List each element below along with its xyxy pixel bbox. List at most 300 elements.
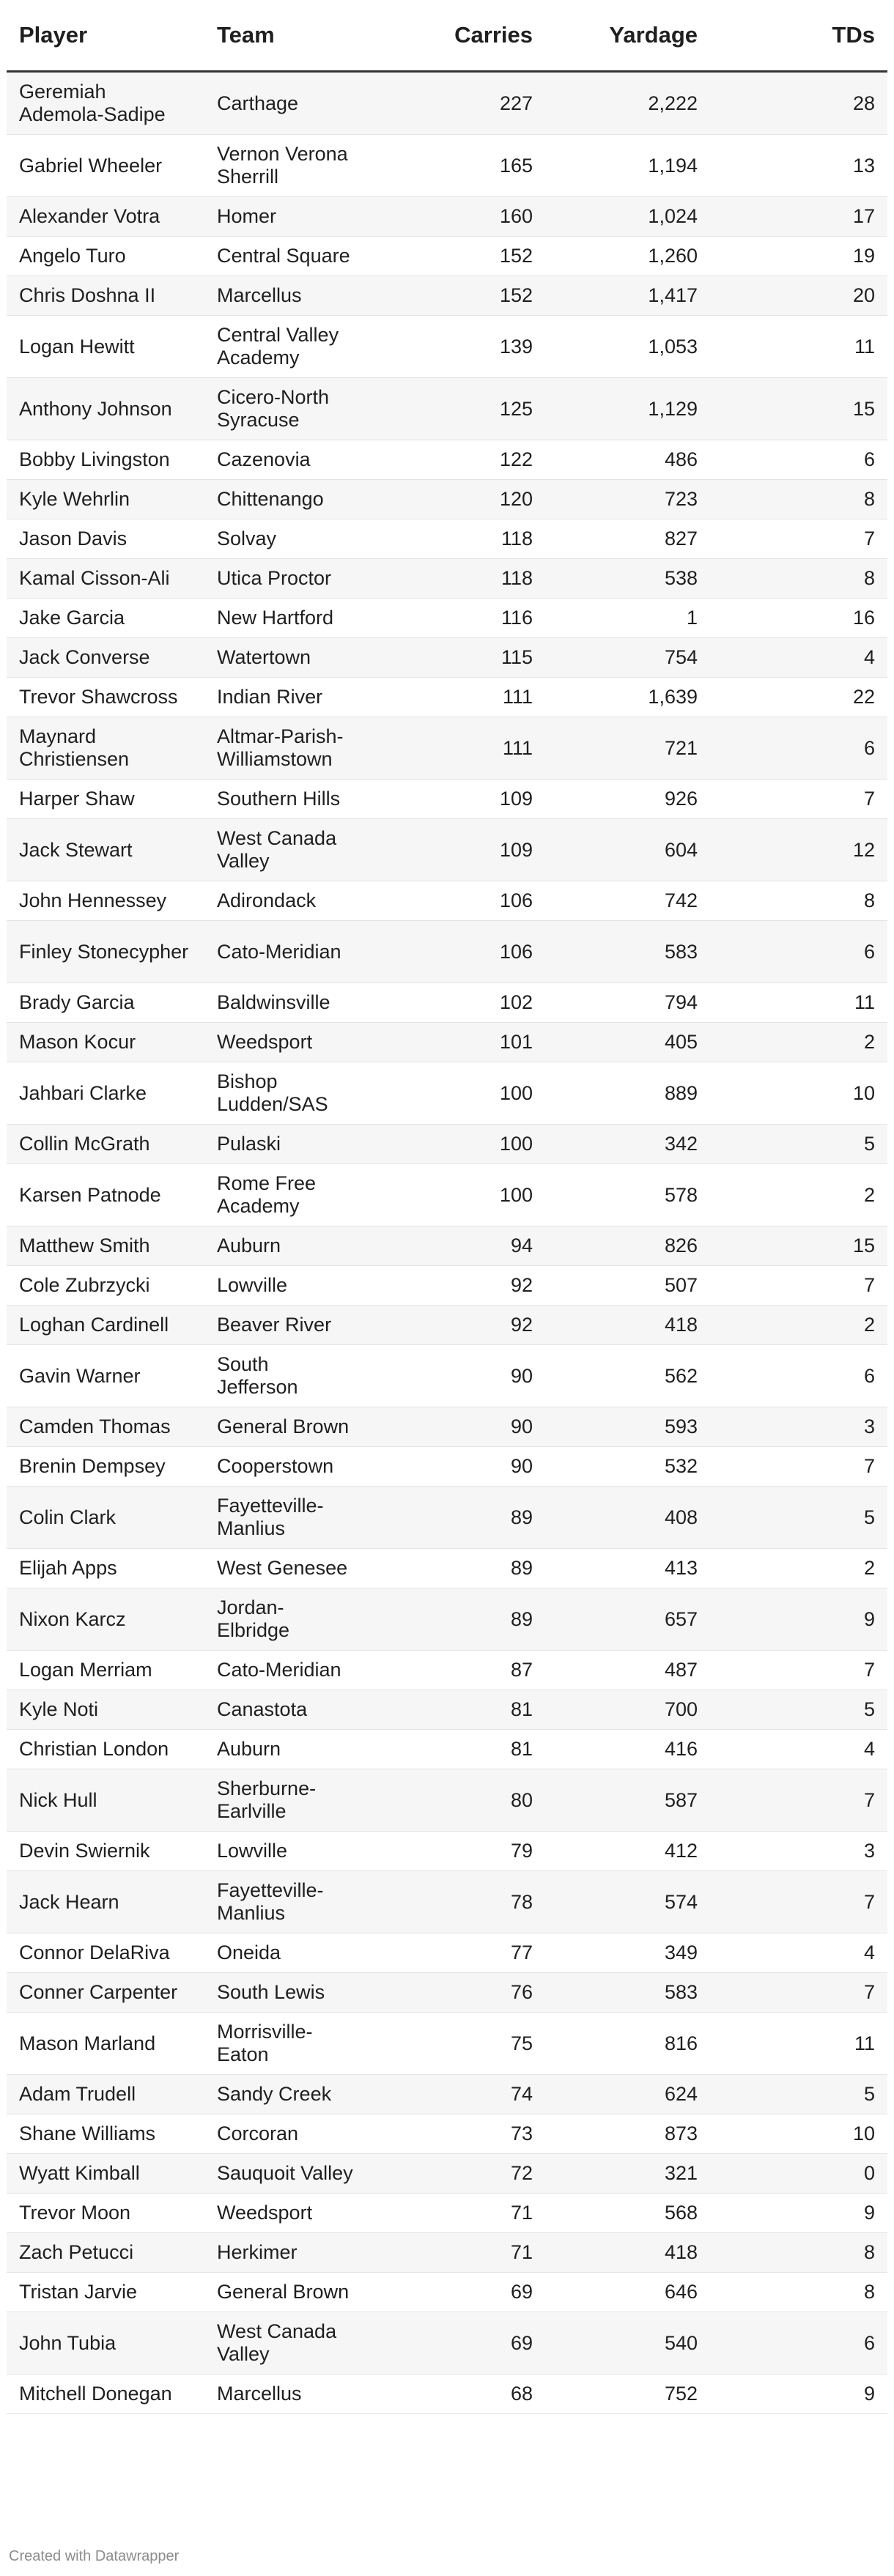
cell-team: West Canada Valley xyxy=(204,819,366,881)
cell-tds: 9 xyxy=(710,2375,887,2414)
cell-carries: 102 xyxy=(366,983,545,1023)
datawrapper-credit[interactable]: Created with Datawrapper xyxy=(9,2548,180,2564)
cell-tds: 10 xyxy=(710,2114,887,2154)
cell-tds: 6 xyxy=(710,1345,887,1407)
cell-tds: 4 xyxy=(710,1730,887,1769)
table-row xyxy=(7,316,887,378)
cell-yardage: 587 xyxy=(545,1769,710,1832)
cell-player: Camden Thomas xyxy=(7,1407,204,1447)
cell-team: Cato-Meridian xyxy=(204,921,366,983)
cell-player: Shane Williams xyxy=(7,2114,204,2154)
cell-player: Brenin Dempsey xyxy=(7,1447,204,1487)
cell-yardage: 413 xyxy=(545,1549,710,1588)
cell-team: Cooperstown xyxy=(204,1447,366,1487)
table-row xyxy=(7,983,887,1023)
table-row xyxy=(7,1651,887,1690)
cell-player: Chris Doshna II xyxy=(7,276,204,316)
cell-team: Cato-Meridian xyxy=(204,1651,366,1690)
cell-team: Rome Free Academy xyxy=(204,1164,366,1226)
cell-team: West Canada Valley xyxy=(204,2312,366,2375)
cell-player: Harper Shaw xyxy=(7,780,204,819)
cell-carries: 90 xyxy=(366,1447,545,1487)
table-row xyxy=(7,519,887,559)
cell-yardage: 700 xyxy=(545,1690,710,1730)
header-yardage[interactable]: Yardage xyxy=(545,0,710,72)
cell-carries: 139 xyxy=(366,316,545,378)
cell-player: Gavin Warner xyxy=(7,1345,204,1407)
cell-carries: 227 xyxy=(366,72,545,135)
table-row xyxy=(7,2375,887,2414)
cell-tds: 7 xyxy=(710,519,887,559)
table-row xyxy=(7,1125,887,1164)
cell-carries: 72 xyxy=(366,2154,545,2194)
cell-yardage: 816 xyxy=(545,2013,710,2075)
cell-yardage: 405 xyxy=(545,1023,710,1062)
cell-carries: 79 xyxy=(366,1832,545,1871)
cell-team: Solvay xyxy=(204,519,366,559)
table-row xyxy=(7,1487,887,1549)
table-row xyxy=(7,2114,887,2154)
table-row xyxy=(7,1549,887,1588)
cell-team: Vernon Verona Sherrill xyxy=(204,135,366,197)
cell-team: Indian River xyxy=(204,678,366,717)
table-row xyxy=(7,480,887,519)
cell-yardage: 721 xyxy=(545,717,710,780)
cell-team: Sherburne-Earlville xyxy=(204,1769,366,1832)
rushing-stats-table xyxy=(7,0,887,2414)
cell-tds: 0 xyxy=(710,2154,887,2194)
cell-team: Central Valley Academy xyxy=(204,316,366,378)
cell-yardage: 624 xyxy=(545,2075,710,2114)
cell-carries: 120 xyxy=(366,480,545,519)
cell-yardage: 1,024 xyxy=(545,197,710,237)
cell-carries: 92 xyxy=(366,1266,545,1306)
table-row xyxy=(7,440,887,480)
cell-tds: 17 xyxy=(710,197,887,237)
cell-carries: 90 xyxy=(366,1407,545,1447)
cell-tds: 15 xyxy=(710,1226,887,1266)
cell-carries: 111 xyxy=(366,678,545,717)
cell-tds: 11 xyxy=(710,983,887,1023)
cell-carries: 77 xyxy=(366,1933,545,1973)
table-row xyxy=(7,881,887,921)
cell-team: Bishop Ludden/SAS xyxy=(204,1062,366,1125)
header-carries[interactable]: Carries xyxy=(366,0,545,72)
cell-team: Morrisville-Eaton xyxy=(204,2013,366,2075)
cell-tds: 4 xyxy=(710,638,887,678)
cell-player: Tristan Jarvie xyxy=(7,2273,204,2312)
table-row xyxy=(7,1769,887,1832)
cell-carries: 115 xyxy=(366,638,545,678)
table-row xyxy=(7,717,887,780)
cell-team: South Jefferson xyxy=(204,1345,366,1407)
cell-carries: 69 xyxy=(366,2273,545,2312)
cell-player: Conner Carpenter xyxy=(7,1973,204,2013)
cell-carries: 160 xyxy=(366,197,545,237)
table-row xyxy=(7,819,887,881)
cell-tds: 2 xyxy=(710,1023,887,1062)
cell-carries: 78 xyxy=(366,1871,545,1933)
cell-player: Trevor Shawcross xyxy=(7,678,204,717)
cell-team: Oneida xyxy=(204,1933,366,1973)
cell-tds: 6 xyxy=(710,440,887,480)
cell-carries: 111 xyxy=(366,717,545,780)
cell-player: Logan Merriam xyxy=(7,1651,204,1690)
cell-team: West Genesee xyxy=(204,1549,366,1588)
cell-tds: 10 xyxy=(710,1062,887,1125)
cell-carries: 118 xyxy=(366,519,545,559)
cell-player: Karsen Patnode xyxy=(7,1164,204,1226)
cell-yardage: 1,417 xyxy=(545,276,710,316)
table-row xyxy=(7,1933,887,1973)
cell-carries: 118 xyxy=(366,559,545,599)
cell-team: Beaver River xyxy=(204,1306,366,1345)
cell-player: John Hennessey xyxy=(7,881,204,921)
cell-tds: 22 xyxy=(710,678,887,717)
cell-carries: 106 xyxy=(366,881,545,921)
cell-team: General Brown xyxy=(204,1407,366,1447)
cell-yardage: 2,222 xyxy=(545,72,710,135)
cell-team: New Hartford xyxy=(204,599,366,638)
cell-yardage: 342 xyxy=(545,1125,710,1164)
cell-player: Geremiah Ademola-Sadipe xyxy=(7,72,204,135)
cell-tds: 16 xyxy=(710,599,887,638)
header-tds[interactable]: TDs xyxy=(710,0,887,72)
cell-tds: 11 xyxy=(710,2013,887,2075)
cell-tds: 11 xyxy=(710,316,887,378)
cell-yardage: 742 xyxy=(545,881,710,921)
cell-player: Angelo Turo xyxy=(7,237,204,276)
cell-team: Pulaski xyxy=(204,1125,366,1164)
cell-tds: 8 xyxy=(710,2233,887,2273)
cell-carries: 100 xyxy=(366,1125,545,1164)
cell-yardage: 583 xyxy=(545,1973,710,2013)
cell-team: Adirondack xyxy=(204,881,366,921)
cell-tds: 2 xyxy=(710,1549,887,1588)
table-row xyxy=(7,1730,887,1769)
cell-yardage: 604 xyxy=(545,819,710,881)
table-row xyxy=(7,2273,887,2312)
cell-team: Altmar-Parish-Williamstown xyxy=(204,717,366,780)
cell-team: Corcoran xyxy=(204,2114,366,2154)
cell-carries: 94 xyxy=(366,1226,545,1266)
cell-tds: 2 xyxy=(710,1164,887,1226)
cell-carries: 109 xyxy=(366,780,545,819)
cell-team: Baldwinsville xyxy=(204,983,366,1023)
cell-player: Gabriel Wheeler xyxy=(7,135,204,197)
cell-team: Auburn xyxy=(204,1226,366,1266)
cell-player: Matthew Smith xyxy=(7,1226,204,1266)
cell-player: Cole Zubrzycki xyxy=(7,1266,204,1306)
table-row xyxy=(7,197,887,237)
table-row xyxy=(7,638,887,678)
cell-tds: 3 xyxy=(710,1832,887,1871)
cell-player: Jack Hearn xyxy=(7,1871,204,1933)
cell-yardage: 574 xyxy=(545,1871,710,1933)
cell-player: Adam Trudell xyxy=(7,2075,204,2114)
cell-player: Kyle Wehrlin xyxy=(7,480,204,519)
table-row xyxy=(7,1306,887,1345)
cell-tds: 20 xyxy=(710,276,887,316)
cell-team: Sandy Creek xyxy=(204,2075,366,2114)
table-row xyxy=(7,378,887,440)
cell-tds: 3 xyxy=(710,1407,887,1447)
cell-yardage: 754 xyxy=(545,638,710,678)
table-header xyxy=(7,0,887,72)
table-row xyxy=(7,2312,887,2375)
table-row xyxy=(7,72,887,135)
cell-yardage: 827 xyxy=(545,519,710,559)
cell-yardage: 646 xyxy=(545,2273,710,2312)
cell-player: Jason Davis xyxy=(7,519,204,559)
table-row xyxy=(7,1345,887,1407)
table-row xyxy=(7,1226,887,1266)
cell-yardage: 416 xyxy=(545,1730,710,1769)
table-row xyxy=(7,1062,887,1125)
cell-player: Maynard Christiensen xyxy=(7,717,204,780)
cell-carries: 109 xyxy=(366,819,545,881)
table-row xyxy=(7,599,887,638)
cell-yardage: 889 xyxy=(545,1062,710,1125)
table-row xyxy=(7,1871,887,1933)
cell-player: Mason Marland xyxy=(7,2013,204,2075)
table-row xyxy=(7,135,887,197)
cell-tds: 6 xyxy=(710,2312,887,2375)
table-row xyxy=(7,1588,887,1651)
cell-player: Devin Swiernik xyxy=(7,1832,204,1871)
cell-yardage: 926 xyxy=(545,780,710,819)
cell-yardage: 408 xyxy=(545,1487,710,1549)
cell-carries: 81 xyxy=(366,1690,545,1730)
cell-carries: 76 xyxy=(366,1973,545,2013)
cell-tds: 19 xyxy=(710,237,887,276)
cell-player: Brady Garcia xyxy=(7,983,204,1023)
table-row xyxy=(7,1832,887,1871)
cell-tds: 9 xyxy=(710,1588,887,1651)
cell-team: Southern Hills xyxy=(204,780,366,819)
cell-yardage: 1,194 xyxy=(545,135,710,197)
cell-player: Zach Petucci xyxy=(7,2233,204,2273)
table-row xyxy=(7,1164,887,1226)
cell-tds: 5 xyxy=(710,1125,887,1164)
cell-yardage: 723 xyxy=(545,480,710,519)
cell-tds: 7 xyxy=(710,1769,887,1832)
cell-tds: 7 xyxy=(710,1973,887,2013)
cell-player: Jahbari Clarke xyxy=(7,1062,204,1125)
cell-carries: 87 xyxy=(366,1651,545,1690)
cell-yardage: 657 xyxy=(545,1588,710,1651)
cell-player: Nick Hull xyxy=(7,1769,204,1832)
table-body xyxy=(7,72,887,2414)
table-row xyxy=(7,1690,887,1730)
table-row xyxy=(7,2233,887,2273)
cell-tds: 12 xyxy=(710,819,887,881)
cell-carries: 116 xyxy=(366,599,545,638)
cell-player: Trevor Moon xyxy=(7,2194,204,2233)
cell-yardage: 1,260 xyxy=(545,237,710,276)
cell-yardage: 1,129 xyxy=(545,378,710,440)
cell-carries: 80 xyxy=(366,1769,545,1832)
cell-tds: 7 xyxy=(710,780,887,819)
cell-carries: 125 xyxy=(366,378,545,440)
cell-carries: 74 xyxy=(366,2075,545,2114)
cell-carries: 100 xyxy=(366,1164,545,1226)
cell-yardage: 873 xyxy=(545,2114,710,2154)
cell-yardage: 487 xyxy=(545,1651,710,1690)
table-row xyxy=(7,1266,887,1306)
cell-carries: 106 xyxy=(366,921,545,983)
cell-carries: 152 xyxy=(366,237,545,276)
header-team[interactable]: Team xyxy=(204,0,366,72)
table-row xyxy=(7,1023,887,1062)
header-player[interactable]: Player xyxy=(7,0,204,72)
cell-yardage: 1,053 xyxy=(545,316,710,378)
table-row xyxy=(7,2154,887,2194)
cell-yardage: 583 xyxy=(545,921,710,983)
cell-carries: 89 xyxy=(366,1487,545,1549)
cell-yardage: 1,639 xyxy=(545,678,710,717)
cell-tds: 2 xyxy=(710,1306,887,1345)
cell-player: Connor DelaRiva xyxy=(7,1933,204,1973)
cell-yardage: 418 xyxy=(545,2233,710,2273)
table-row xyxy=(7,276,887,316)
cell-yardage: 794 xyxy=(545,983,710,1023)
cell-yardage: 538 xyxy=(545,559,710,599)
cell-yardage: 321 xyxy=(545,2154,710,2194)
cell-team: Central Square xyxy=(204,237,366,276)
cell-team: General Brown xyxy=(204,2273,366,2312)
cell-carries: 68 xyxy=(366,2375,545,2414)
cell-carries: 152 xyxy=(366,276,545,316)
cell-yardage: 532 xyxy=(545,1447,710,1487)
cell-player: Nixon Karcz xyxy=(7,1588,204,1651)
table-row xyxy=(7,2075,887,2114)
cell-tds: 6 xyxy=(710,921,887,983)
cell-team: Auburn xyxy=(204,1730,366,1769)
cell-player: Collin McGrath xyxy=(7,1125,204,1164)
cell-player: Mason Kocur xyxy=(7,1023,204,1062)
cell-carries: 81 xyxy=(366,1730,545,1769)
cell-carries: 101 xyxy=(366,1023,545,1062)
cell-team: Weedsport xyxy=(204,1023,366,1062)
cell-carries: 122 xyxy=(366,440,545,480)
cell-yardage: 593 xyxy=(545,1407,710,1447)
cell-player: Jack Converse xyxy=(7,638,204,678)
cell-carries: 89 xyxy=(366,1588,545,1651)
cell-player: Elijah Apps xyxy=(7,1549,204,1588)
table-row xyxy=(7,237,887,276)
cell-player: Jack Stewart xyxy=(7,819,204,881)
cell-carries: 69 xyxy=(366,2312,545,2375)
table-row xyxy=(7,1407,887,1447)
table-row xyxy=(7,2013,887,2075)
cell-player: Loghan Cardinell xyxy=(7,1306,204,1345)
cell-team: Fayetteville-Manlius xyxy=(204,1871,366,1933)
cell-player: Wyatt Kimball xyxy=(7,2154,204,2194)
cell-tds: 6 xyxy=(710,717,887,780)
table-row xyxy=(7,2194,887,2233)
cell-team: Chittenango xyxy=(204,480,366,519)
cell-tds: 7 xyxy=(710,1447,887,1487)
cell-player: Colin Clark xyxy=(7,1487,204,1549)
cell-carries: 92 xyxy=(366,1306,545,1345)
cell-yardage: 826 xyxy=(545,1226,710,1266)
cell-carries: 90 xyxy=(366,1345,545,1407)
cell-carries: 71 xyxy=(366,2233,545,2273)
cell-team: Lowville xyxy=(204,1832,366,1871)
table-row xyxy=(7,559,887,599)
cell-carries: 89 xyxy=(366,1549,545,1588)
cell-tds: 13 xyxy=(710,135,887,197)
table-row xyxy=(7,780,887,819)
cell-tds: 7 xyxy=(710,1651,887,1690)
table-row xyxy=(7,1973,887,2013)
cell-player: Kamal Cisson-Ali xyxy=(7,559,204,599)
cell-tds: 15 xyxy=(710,378,887,440)
cell-team: Utica Proctor xyxy=(204,559,366,599)
table-row xyxy=(7,1447,887,1487)
cell-tds: 7 xyxy=(710,1266,887,1306)
cell-tds: 5 xyxy=(710,1487,887,1549)
cell-yardage: 562 xyxy=(545,1345,710,1407)
cell-yardage: 578 xyxy=(545,1164,710,1226)
cell-yardage: 507 xyxy=(545,1266,710,1306)
cell-team: Cazenovia xyxy=(204,440,366,480)
cell-team: South Lewis xyxy=(204,1973,366,2013)
cell-yardage: 418 xyxy=(545,1306,710,1345)
table-row xyxy=(7,678,887,717)
cell-player: Logan Hewitt xyxy=(7,316,204,378)
cell-yardage: 486 xyxy=(545,440,710,480)
cell-carries: 100 xyxy=(366,1062,545,1125)
cell-player: Christian London xyxy=(7,1730,204,1769)
stats-table-container xyxy=(7,0,887,2414)
cell-tds: 5 xyxy=(710,1690,887,1730)
cell-tds: 8 xyxy=(710,559,887,599)
cell-team: Herkimer xyxy=(204,2233,366,2273)
cell-team: Marcellus xyxy=(204,276,366,316)
cell-tds: 8 xyxy=(710,881,887,921)
cell-yardage: 568 xyxy=(545,2194,710,2233)
cell-player: Mitchell Donegan xyxy=(7,2375,204,2414)
cell-player: Anthony Johnson xyxy=(7,378,204,440)
cell-yardage: 1 xyxy=(545,599,710,638)
cell-player: Alexander Votra xyxy=(7,197,204,237)
cell-tds: 5 xyxy=(710,2075,887,2114)
cell-tds: 9 xyxy=(710,2194,887,2233)
cell-yardage: 752 xyxy=(545,2375,710,2414)
cell-player: Bobby Livingston xyxy=(7,440,204,480)
cell-player: Jake Garcia xyxy=(7,599,204,638)
cell-team: Carthage xyxy=(204,72,366,135)
cell-team: Lowville xyxy=(204,1266,366,1306)
cell-tds: 8 xyxy=(710,2273,887,2312)
cell-team: Fayetteville-Manlius xyxy=(204,1487,366,1549)
cell-carries: 75 xyxy=(366,2013,545,2075)
cell-player: Finley Stonecypher xyxy=(7,921,204,983)
cell-player: John Tubia xyxy=(7,2312,204,2375)
cell-team: Sauquoit Valley xyxy=(204,2154,366,2194)
table-row xyxy=(7,921,887,983)
cell-team: Watertown xyxy=(204,638,366,678)
cell-yardage: 412 xyxy=(545,1832,710,1871)
cell-yardage: 349 xyxy=(545,1933,710,1973)
cell-carries: 73 xyxy=(366,2114,545,2154)
cell-team: Jordan-Elbridge xyxy=(204,1588,366,1651)
cell-team: Marcellus xyxy=(204,2375,366,2414)
cell-team: Cicero-North Syracuse xyxy=(204,378,366,440)
cell-tds: 4 xyxy=(710,1933,887,1973)
